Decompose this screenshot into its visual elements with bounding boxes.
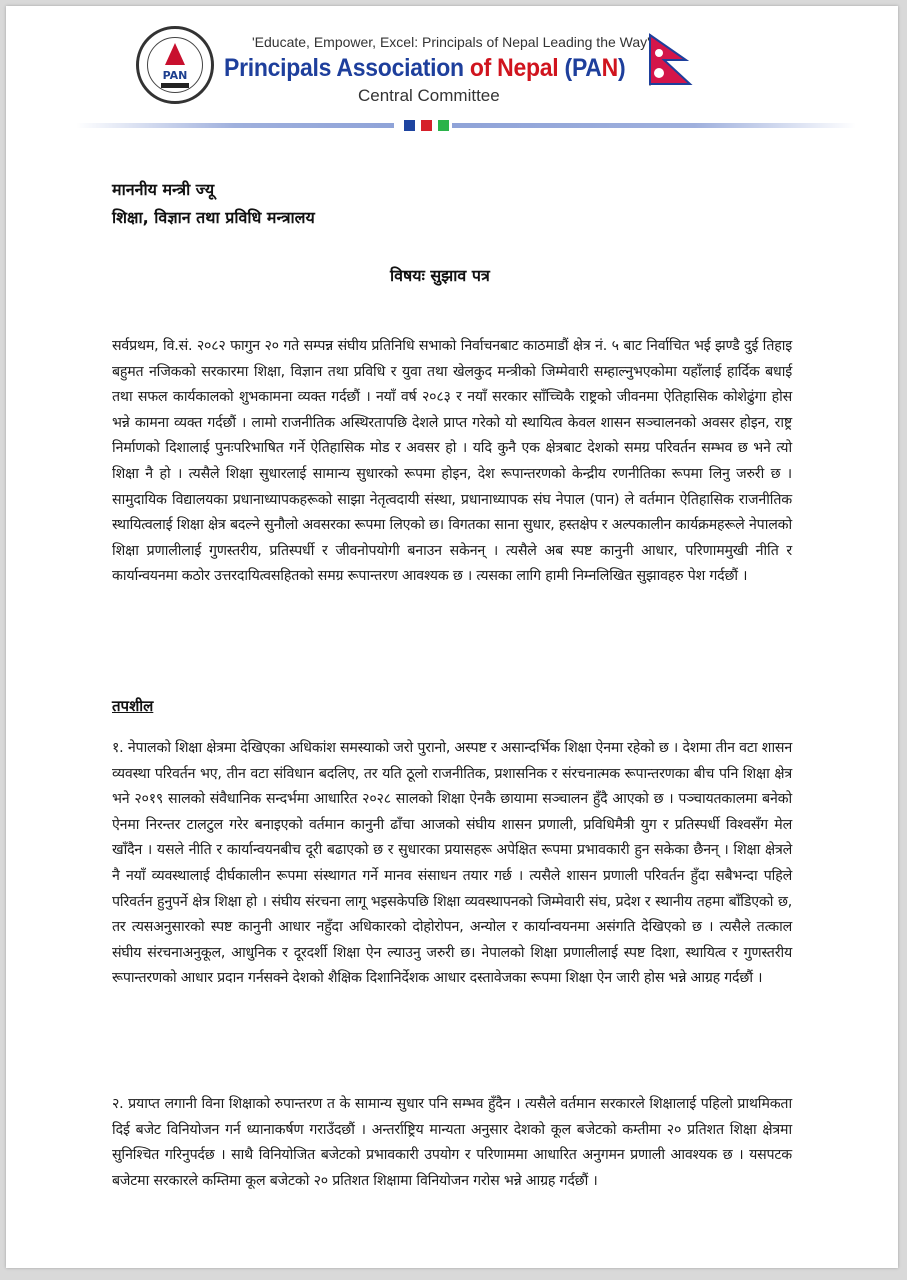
addressee-title: माननीय मन्त्री ज्यू	[112, 180, 215, 199]
point-1-paragraph: १. नेपालको शिक्षा क्षेत्रमा देखिएका अधिकांश समस्याको जरो पुरानो, अस्पष्ट र असान्दर्भिक शिक्षा ऐनमा रहेको छ । देशमा तीन वटा शासन व्यवस्था परिवर्तन भए, तीन वटा संविधान बदलिए, तर यति ठूलो राजनीतिक, प्रशासनिक र संरचनात्मक रूपान्तरणका बीच पनि शिक्षा क्षेत्र भने २०१९ सालको संवैधानिक सन्दर्भमा आधारित २०२८ सालको शिक्षा ऐनकै छायामा सञ्चालन हुँदै आएको छ । पञ्चायतकालमा बनेको ऐनमा निरन्तर टालटुल गरेर बनाइएको वर्तमान कानुनी ढाँचा आजको संघीय शासन प्रणाली, प्रविधिमैत्री युग र प्रतिस्पर्धी विश्वसँग मेल खाँदैन । यसले नीति र कार्यान्वयनबीच दूरी बढाएको छ र सुधारका प्रयासहरू अपेक्षित रूपमा प्रभावकारी हुन सकेका छैनन् । शिक्षा क्षेत्रले नै नयाँ व्यवस्थालाई दीर्घकालीन रूपमा संस्थागत गर्ने मानव संसाधन तयार गर्छ । त्यसैले शासन प्रणाली परिवर्तन हुँदा सबैभन्दा पहिले परिवर्तन हुनुपर्ने क्षेत्र शिक्षा हो । संघीय संरचना लागू भइसकेपछि शिक्षा व्यवस्थापनको जिम्मेवारी संघ, प्रदेश र स्थानीय तहमा बाँडिएको छ, तर त्यसअनुसारको स्पष्ट कानुनी आधार नहुँदा अधिकारको दोहोरोपन, अन्योल र कार्यान्वयनमा असंगति देखिएको छ । त्यसैले तत्काल संघीय संरचनाअनुकूल, आधुनिक र दूरदर्शी शिक्षा ऐन ल्याउनु जरुरी छ। नेपालको शिक्षा प्रणालीलाई स्पष्ट दिशा, स्थायित्व र गुणस्तरीय रूपान्तरणको आधार प्रदान गर्नसक्ने देशको शैक्षिक दिशानिर्देशक आधार दस्तावेजका रूपमा शिक्षा ऐन जारी होस भन्ने आग्रह गर्दछौं ।	[112, 740, 792, 987]
org-name-blue: Principals Association	[224, 54, 464, 82]
divider-square-red	[421, 120, 432, 131]
divider-square-green	[438, 120, 449, 131]
org-abbr-open: (	[564, 54, 572, 82]
committee-subtitle: Central Committee	[358, 86, 500, 105]
divider-line-left	[76, 123, 394, 128]
divider-line-right	[452, 123, 856, 128]
addressee-ministry: शिक्षा, विज्ञान तथा प्रविधि मन्त्रालय	[112, 208, 315, 227]
seal-band	[161, 83, 189, 88]
letterhead	[6, 6, 898, 136]
org-abbr-red: N	[601, 54, 618, 82]
subject-line: विषयः सुझाव पत्र	[390, 266, 490, 285]
tagline: 'Educate, Empower, Excel: Principals of Nepal Leading the Way'	[252, 34, 650, 50]
seal-label: PAN	[162, 69, 188, 82]
divider-square-blue	[404, 120, 415, 131]
section-heading: तपशील	[112, 697, 154, 715]
letter-page	[6, 6, 898, 1268]
pan-seal-logo	[136, 26, 214, 104]
point-2-paragraph: २. प्रयाप्त लगानी विना शिक्षाको रुपान्तरण त के सामान्य सुधार पनि सम्भव हुँदैन । त्यसैले वर्तमान सरकारले शिक्षालाई पहिलो प्राथमिकता दिई बजेट विनियोजन गर्न ध्यानाकर्षण गराउँदछौं । अन्तर्राष्ट्रिय मान्यता अनुसार देशको कूल बजेटको कम्तीमा २० प्रतिशत शिक्षा क्षेत्रमा सुनिश्चित गरिनुपर्दछ । साथै विनियोजित बजेटको प्रभावकारी उपयोग र परिणाममा आधारित अनुगमन प्रणाली आवश्यक छ । यसपटक बजेटमा सरकारले कम्तिमा कूल बजेटको २० प्रतिशत शिक्षामा विनियोजन गरोस भन्ने आग्रह गर्दछौं ।	[112, 1096, 792, 1189]
org-abbr-close: )	[617, 54, 626, 82]
addressee-block	[112, 176, 315, 232]
org-name-red: of Nepal	[469, 54, 559, 82]
header-divider	[76, 120, 856, 130]
org-abbr-blue: PA	[571, 54, 602, 82]
intro-paragraph: सर्वप्रथम, वि.सं. २०८२ फागुन २० गते सम्पन्न संघीय प्रतिनिधि सभाको निर्वाचनबाट काठमाडौं क्षेत्र नं. ५ बाट निर्वाचित भई झण्डै दुई तिहाइ बहुमत नजिकको सरकारमा शिक्षा, विज्ञान तथा प्रविधि र युवा तथा खेलकुद मन्त्रीको जिम्मेवारी सम्हाल्नुभएकोमा यहाँलाई हार्दिक बधाई तथा सफल कार्यकालको शुभकामना व्यक्त गर्दछौं । नयाँ वर्ष २०८३ र नयाँ सरकार साँच्चिकै राष्ट्रको जीवनमा ऐतिहासिक कोशेढुंगा होस भन्ने कामना व्यक्त गर्दछौं । लामो राजनीतिक अस्थिरतापछि देशले प्राप्त गरेको यो स्थायित्व केवल शासन सञ्चालनको अवसर होइन, राष्ट्र निर्माणको दिशालाई पुनःपरिभाषित गर्ने ऐतिहासिक मोड र अवसर हो । यदि कुनै एक क्षेत्रबाट देशको समग्र परिवर्तन सम्भव छ भने त्यो शिक्षा नै हो । त्यसैले शिक्षा सुधारलाई सामान्य सुधारको रूपमा होइन, देश रूपान्तरणको केन्द्रीय रणनीतिका रूपमा लिनु जरुरी छ । सामुदायिक विद्यालयका प्रधानाध्यापकहरूको साझा नेतृत्वदायी संस्था, प्रधानाध्यापक संघ नेपाल (पान) ले वर्तमान ऐतिहासिक राजनीतिक स्थायित्वलाई शिक्षा क्षेत्र बदल्ने सुनौलो अवसरका रूपमा लिएको छ। विगतका साना सुधार, हस्तक्षेप र अल्पकालीन कार्यक्रमहरूले नेपालको शिक्षा प्रणालीलाई गुणस्तरीय, प्रतिस्पर्धी र जीवनोपयोगी बनाउन सकेनन् । त्यसैले अब स्पष्ट कानुनी आधार, परिणाममुखी नीति र कार्यान्वयनमा कठोर उत्तरदायित्वसहितको समग्र रूपान्तरण आवश्यक छ । त्यसका लागि हामी निम्नलिखित सुझावहरु पेश गर्दछौं ।	[112, 338, 792, 585]
organization-name	[224, 54, 625, 83]
nepal-flag-icon	[646, 32, 696, 88]
flame-icon	[165, 43, 185, 65]
